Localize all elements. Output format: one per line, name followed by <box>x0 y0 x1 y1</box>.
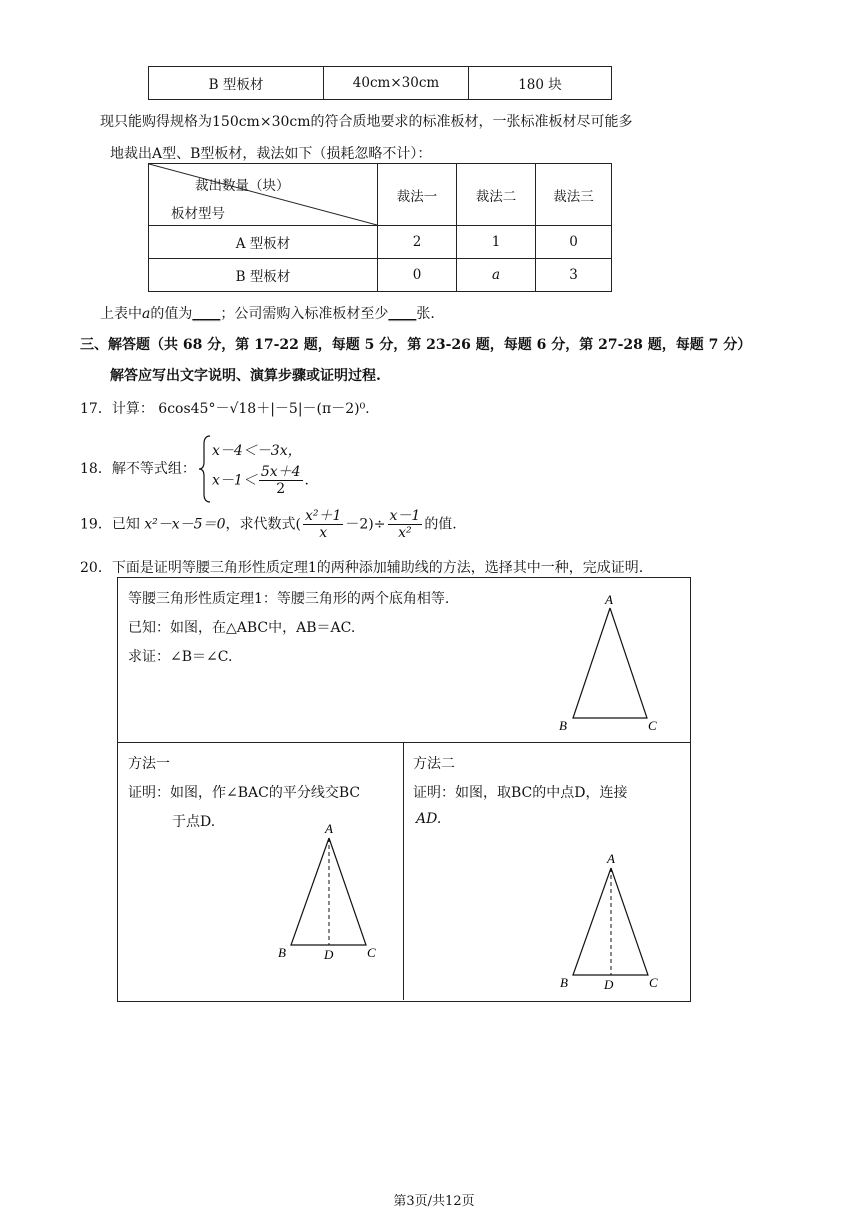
cut-table <box>148 163 612 292</box>
method2-line2: AD. <box>416 811 442 827</box>
cell: 0 <box>536 226 612 259</box>
q20-num: 20． <box>80 560 112 576</box>
cell: a <box>457 259 536 292</box>
q19-minus: －2)÷ <box>345 516 386 533</box>
q18-ineq2-end: . <box>304 472 309 489</box>
top-table <box>148 66 612 100</box>
label-d: D <box>604 977 614 992</box>
given: 已知：如图，在△ABC中，AB＝AC. <box>128 620 356 636</box>
label-c: C <box>648 718 657 733</box>
header-top: 裁出数量（块） <box>195 178 290 194</box>
label-c: C <box>367 945 376 960</box>
triangle-main <box>555 590 665 735</box>
label-b: B <box>560 975 568 990</box>
q18-frac-den: 2 <box>276 481 286 497</box>
prove: 求证：∠B＝∠C. <box>128 649 233 665</box>
label-c: C <box>649 975 658 990</box>
para2-prefix: 上表中 <box>100 306 142 322</box>
header-bottom: 板材型号 <box>171 206 225 222</box>
q17 <box>80 398 370 418</box>
method-header: 裁法三 <box>536 164 612 226</box>
para1-line2: 地裁出A型、B型板材，裁法如下（损耗忽略不计）： <box>110 146 432 162</box>
row-label: A 型板材 <box>149 226 378 259</box>
q17-expr: 6cos45°－√18＋|－5|－(π－2)⁰. <box>158 401 370 417</box>
method-header: 裁法一 <box>378 164 457 226</box>
q19-cond: x²－x－5＝0 <box>144 516 226 533</box>
blank-2: ____ <box>388 306 417 322</box>
q19-f1-den: x <box>319 525 328 541</box>
para2-suffix: 张. <box>416 306 435 322</box>
para2-var: a <box>142 306 151 322</box>
method-header: 裁法二 <box>457 164 536 226</box>
para2-mid2: ；公司需购入标准板材至少 <box>220 306 389 322</box>
label-b: B <box>278 945 286 960</box>
method2-line1: 证明：如图，取BC的中点D，连接 <box>413 785 628 801</box>
top-table-cell: 180 块 <box>469 67 612 100</box>
q18-frac-num: 5x＋4 <box>260 464 301 480</box>
q19-frac1 <box>303 508 343 541</box>
cut-table-diagonal-header <box>149 164 378 226</box>
method2-title: 方法二 <box>413 756 455 772</box>
section3-note: 解答应写出文字说明、演算步骤或证明过程. <box>110 368 381 384</box>
method1-line2: 于点D. <box>172 814 216 830</box>
q19-f1-num: x²＋1 <box>304 508 342 524</box>
q18-ineq2-left: x－1＜ <box>212 472 257 489</box>
q19-suffix: 的值. <box>424 516 457 533</box>
divider-v <box>403 742 404 1000</box>
q19-pre: 已知 <box>111 516 140 533</box>
cell: 2 <box>378 226 457 259</box>
cell: 1 <box>457 226 536 259</box>
section3-title: 三、解答题（共 68 分，第 17-22 题，每题 5 分，第 23-26 题，每题 6 分，第 27-28 题，每题 7 分） <box>80 337 752 353</box>
q19-mid: ，求代数式 <box>225 516 296 533</box>
top-table-cell: B 型板材 <box>149 67 324 100</box>
q19-num: 19． <box>80 516 112 533</box>
q18-ineq2 <box>212 464 309 497</box>
q19-frac2 <box>388 508 423 541</box>
page-footer: 第3页/共12页 <box>393 1194 475 1209</box>
q18-num-label <box>80 458 196 478</box>
q19: 19．已知 x²－x－5＝0，求代数式( $\frac{\text{x²＋1}}{x}$ －2)÷ $\frac{x-1}{\text{x²}}$ 的值. <box>80 508 457 541</box>
label-d: D <box>324 947 334 962</box>
label-a: A <box>325 821 333 836</box>
q20-text <box>80 557 643 577</box>
row-label: B 型板材 <box>149 259 378 292</box>
q17-num: 17． <box>80 401 112 417</box>
theorem: 等腰三角形性质定理1：等腰三角形的两个底角相等. <box>128 591 450 607</box>
blank-1: ____ <box>192 306 221 322</box>
cell: 3 <box>536 259 612 292</box>
q20-body: 下面是证明等腰三角形性质定理1的两种添加辅助线的方法，选择其中一种，完成证明. <box>111 560 644 576</box>
q18-label: 解不等式组： <box>111 461 196 477</box>
para2 <box>100 303 435 323</box>
q17-label: 计算： <box>111 401 154 417</box>
triangle-method2 <box>557 848 667 993</box>
cell: 0 <box>378 259 457 292</box>
q18-fraction <box>259 464 303 497</box>
para2-mid: 的值为 <box>150 306 193 322</box>
method1-line1: 证明：如图，作∠BAC的平分线交BC <box>128 785 361 801</box>
top-table-cell: 40cm×30cm <box>324 67 469 100</box>
label-a: A <box>605 592 613 607</box>
q19-f2-num: x－1 <box>389 508 421 524</box>
q19-f2-den: x² <box>398 525 412 541</box>
label-b: B <box>559 718 567 733</box>
q18-ineq1: x－4＜－3x， <box>212 443 302 459</box>
triangle-method1 <box>275 818 385 963</box>
brace-icon <box>198 434 212 504</box>
para1-line1: 现只能购得规格为150cm×30cm的符合质地要求的标准板材，一张标准板材尽可能多 <box>100 114 633 130</box>
q18-num: 18． <box>80 461 112 477</box>
label-a: A <box>607 851 615 866</box>
method1-title: 方法一 <box>128 756 170 772</box>
